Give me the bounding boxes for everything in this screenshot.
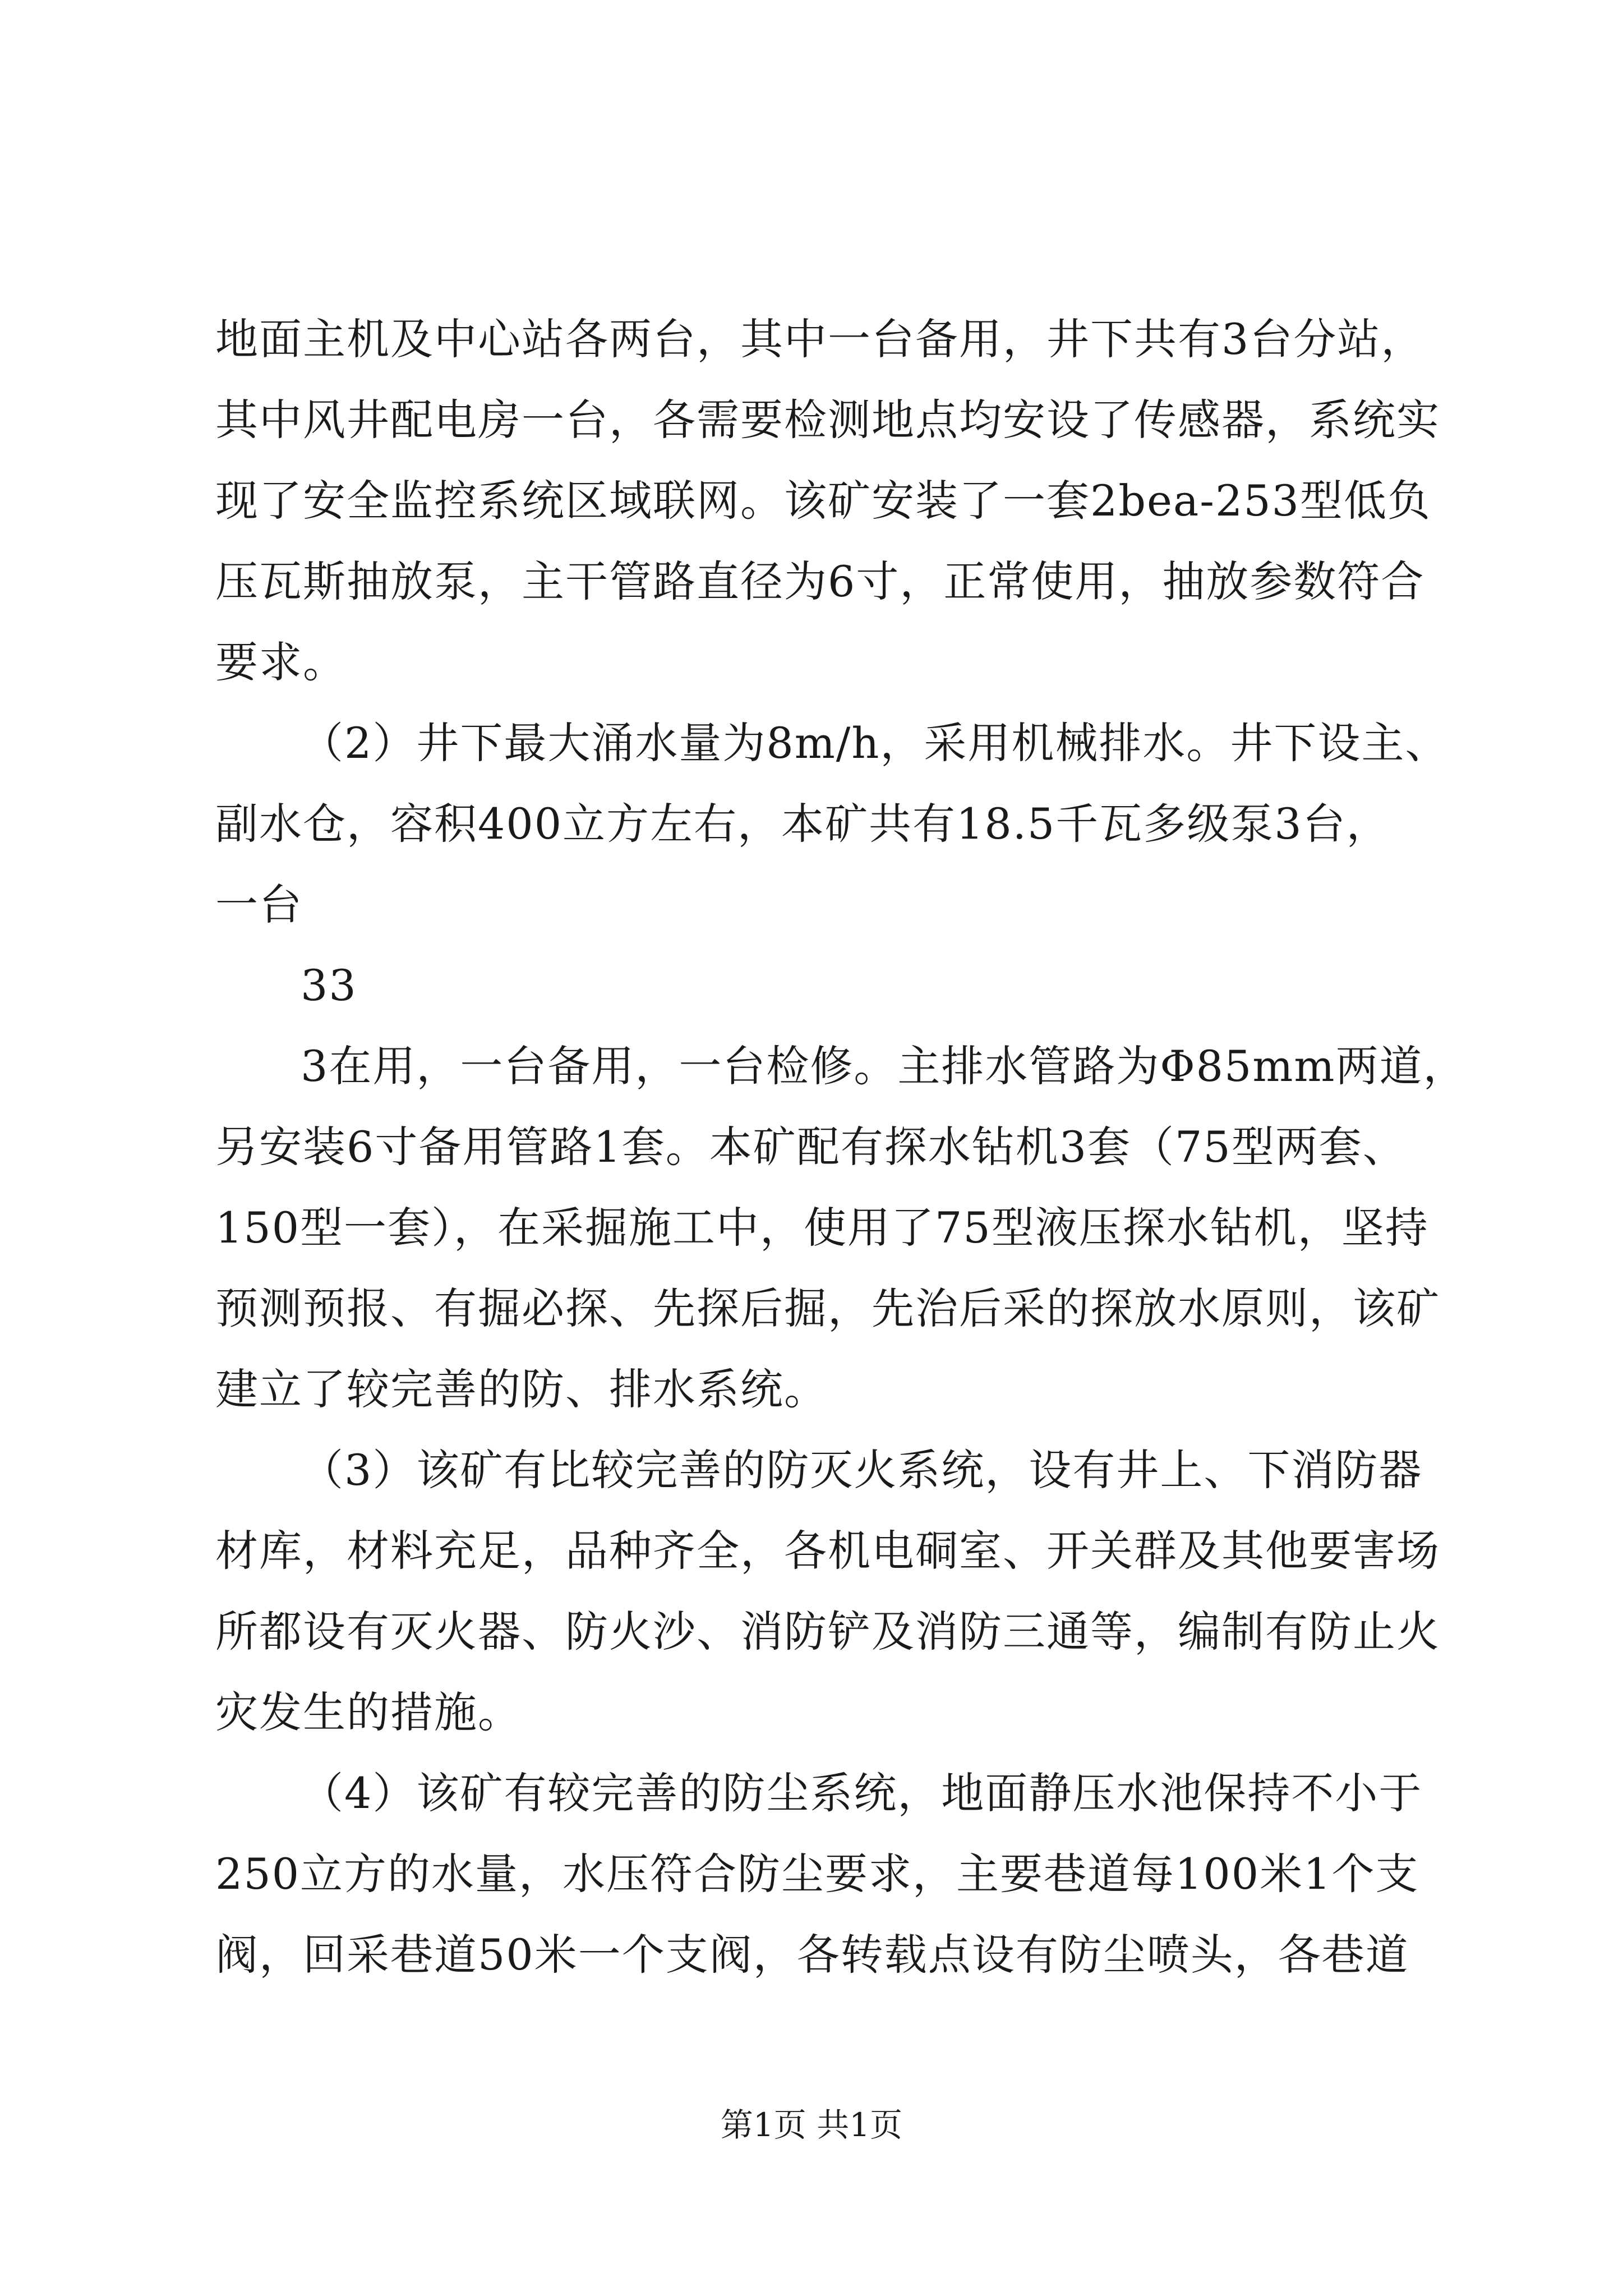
- text-line: 150型一套），在采掘施工中，使用了75型液压探水钻机，坚持: [215, 1203, 1429, 1253]
- text-line: 阀，回采巷道50米一个支阀，各转载点设有防尘喷头，各巷道: [215, 1930, 1409, 1980]
- text-line: （4）该矿有较完善的防尘系统，地面静压水池保持不小于: [301, 1768, 1423, 1818]
- text-line: 一台: [215, 880, 303, 930]
- text-line: （2）井下最大涌水量为8m/h，采用机械排水。井下设主、: [301, 718, 1449, 768]
- text-line: 压瓦斯抽放泵，主干管路直径为6寸，正常使用，抽放参数符合: [215, 556, 1425, 606]
- text-line: 33: [301, 960, 357, 1010]
- text-line: 3在用，一台备用，一台检修。主排水管路为Φ85mm两道，: [301, 1041, 1467, 1091]
- document-body: [215, 299, 1467, 1995]
- text-line: 其中风井配电房一台，各需要检测地点均安设了传感器，系统实: [215, 395, 1440, 445]
- text-line: （3）该矿有比较完善的防灭火系统，设有井上、下消防器: [301, 1445, 1423, 1495]
- text-line: 要求。: [215, 637, 347, 687]
- text-line: 副水仓，容积400立方左右，本矿共有18.5千瓦多级泵3台，: [215, 799, 1390, 849]
- text-line: 地面主机及中心站各两台，其中一台备用，井下共有3台分站，: [215, 314, 1425, 364]
- text-line: 250立方的水量，水压符合防尘要求，主要巷道每100米1个支: [215, 1849, 1419, 1899]
- text-line: 材库，材料充足，品种齐全，各机电硐室、开关群及其他要害场: [215, 1526, 1440, 1576]
- text-line: 建立了较完善的防、排水系统。: [215, 1364, 828, 1414]
- text-line: 现了安全监控系统区域联网。该矿安装了一套2bea-253型低负: [215, 476, 1432, 526]
- text-line: 灾发生的措施。: [215, 1687, 522, 1737]
- text-line: 所都设有灭火器、防火沙、消防铲及消防三通等，编制有防止火: [215, 1607, 1440, 1657]
- text-line: 预测预报、有掘必探、先探后掘，先治后采的探放水原则，该矿: [215, 1283, 1440, 1333]
- text-line: 另安装6寸备用管路1套。本矿配有探水钻机3套（75型两套、: [215, 1122, 1407, 1172]
- page-footer: 第1页 共1页: [720, 2106, 903, 2144]
